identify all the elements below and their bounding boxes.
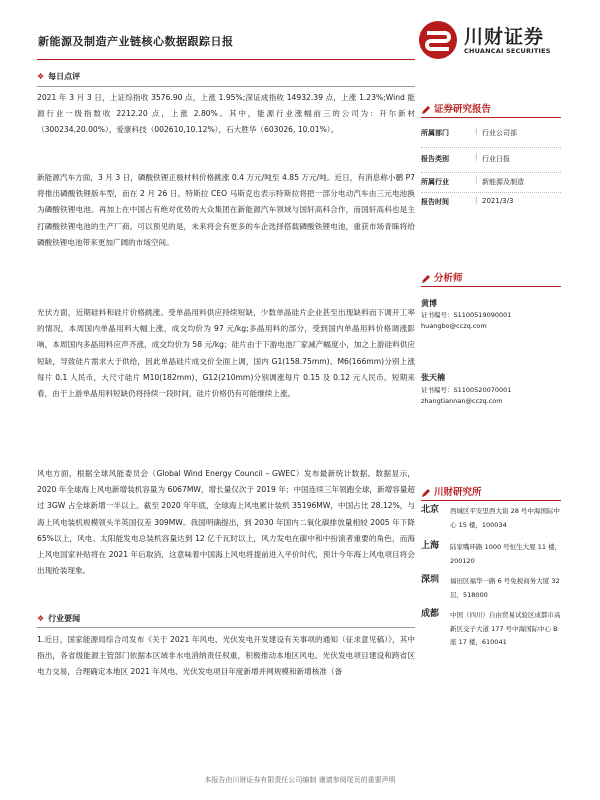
analyst-cert: 证书编号：S1100520070001 <box>421 386 512 394</box>
paragraph-solar: 光伏方面，近期硅料和硅片价格跳涨。受单晶用料供应持续短缺，少数单晶硅片企业甚至出现缺料而下调开工率的情况，本周国内单晶用料大幅上涨，成交均价为 97 元/kg;多晶用料的部分，受到国内单晶用料价格调涨影响，本周国内多晶用料应声齐涨，成交均价为 58 元/kg；硅片由于下游电池厂家减产幅度小，加之上游硅料供应短缺，导致硅片需求大于供给，因此单晶硅片成交价全面上调，国内 G1(158.75mm)、M6(166mm)分别上涨每片 0.1 人民币，大尺寸硅片 M10(182mm)、G12(210mm)分别调涨每片 0.15 及 0.12 元人民币。短期来看，由于上游单晶用料短缺仍将持续一段时间，硅片价格仍有可能继续上涨。 <box>37 308 415 399</box>
analyst-name: 黄博 <box>421 299 437 308</box>
paragraph-ev: 新能源汽车方面，3 月 3 日，磷酸铁锂正极材料价格跳涨 0.4 万元/吨至 4.85 万元/吨。近日，有消息称小鹏 P7 将推出磷酸铁锂版车型，而在 2 月 26 日，特斯拉 CEO 马斯克也表示特斯拉将把一部分电动汽车由三元电池换为磷酸铁锂电池。再加上在中国占有绝对优势的大众集团在新能源汽车领域与国轩高科合作，而国轩高科也是主打磷酸铁锂电池的生产厂商。可以预见的是，未来将会有更多的车企选择搭载磷酸铁锂电池，重获市场青睐将给磷酸铁锂电池带来更加广阔的市场空间。 <box>37 173 415 247</box>
office-address: 陆家嘴环路 1000 号恒生大厦 11 楼，200120 <box>450 543 562 565</box>
info-row-date <box>421 197 561 219</box>
info-key: 所属行业 <box>421 178 449 186</box>
analyst-name: 张天楠 <box>421 373 445 382</box>
report-info-heading <box>421 101 491 115</box>
analyst-heading-label: 分析师 <box>434 273 463 284</box>
info-value: 行业公司部 <box>482 129 517 137</box>
info-divider <box>421 147 561 148</box>
paragraph-wind: 风电方面，根据全球风能委员会（Global Wind Energy Council – GWEC）发布最新统计数据。数据显示，2020 年全球海上风电新增装机容量为 6067MW，增长量仅次于 2019 年；中国连续三年领跑全球，新增容量超过 3GW 占全球新增一半以上。截至 2020 年年底，全球海上风电累计装机 35196MW，中国占比 28.12%，与海上风电装机规模领头羊英国仅差 309MW。我国明确提出，到 2030 年国内二氧化碳排放量相较 2005 年下降 65%以上，风电、太阳能发电总装机容量达到 12 亿千瓦时以上，风力发电在碳中和中扮演者重要的角色，而海上风电国家补贴将在 2021 年后取消，这意味着中国海上风电将提前进入平价时代，预计今年海上风电项目将会出现抢装现象。 <box>37 469 415 576</box>
sidebar-divider <box>421 500 561 501</box>
section-daily-review <box>37 71 80 82</box>
sidebar-divider <box>421 117 561 118</box>
office-address: 中国（四川）自由贸易试验区成都市高新区交子大道 177 号中海国际中心 B 座 17 楼，610041 <box>450 611 561 646</box>
pen-icon <box>421 105 431 115</box>
info-divider <box>421 172 561 173</box>
logo-chinese-text: 川财证券 <box>464 26 545 48</box>
analyst-email[interactable]: huangbo@cczq.com <box>421 322 487 330</box>
info-separator: | <box>475 153 478 161</box>
paragraph-market-summary: 2021 年 3 月 3 日，上证综指收 3576.90 点，上涨 1.95%;深证成指收 14932.39 点，上涨 1.23%;Wind 能源行业一级指数收 2212.20 点，上涨 2.80%。其中，能源行业涨幅前三的公司为：开尔新材（300234,20.00%），爱康科技（002610,10.12%），石大胜华（603026, 10.01%）。 <box>37 93 415 135</box>
section-divider <box>37 86 415 87</box>
office-city: 深圳 <box>421 575 440 585</box>
info-key: 报告类别 <box>421 155 449 163</box>
office-city: 北京 <box>421 505 440 515</box>
logo-english-text: CHUANCAI SECURITIES <box>464 47 551 55</box>
report-info-heading-label: 证券研究报告 <box>434 104 492 115</box>
pen-icon <box>421 274 431 284</box>
header-divider <box>37 59 415 60</box>
diamond-bullet-icon: ❖ <box>37 614 45 623</box>
office-address: 西城区平安里西大街 28 号中海国际中心 15 楼，100034 <box>450 507 560 529</box>
info-separator: | <box>475 127 478 135</box>
institute-heading-label: 川财研究所 <box>434 487 482 498</box>
info-value: 新能源及制造 <box>482 178 524 186</box>
office-city: 成都 <box>421 609 440 619</box>
report-header-title: 新能源及制造产业链核心数据跟踪日报 <box>38 35 234 48</box>
section-divider <box>37 627 415 628</box>
info-value: 2021/3/3 <box>482 197 514 205</box>
chuancai-logo-icon <box>418 20 458 60</box>
info-row-industry <box>421 177 561 199</box>
office-city: 上海 <box>421 541 440 551</box>
page-footer: 本报告由川财证券有限责任公司编制 谨请参阅尾页的重要声明 <box>204 776 396 784</box>
company-logo <box>418 20 568 65</box>
info-key: 所属部门 <box>421 129 449 137</box>
sidebar-divider <box>421 286 561 287</box>
section-industry-news <box>37 613 80 624</box>
analyst-email[interactable]: zhangtiannan@cczq.com <box>421 397 503 405</box>
section-daily-review-label: 每日点评 <box>48 72 81 81</box>
institute-heading <box>421 484 482 498</box>
info-divider <box>421 192 561 193</box>
diamond-bullet-icon: ❖ <box>37 72 45 81</box>
info-value: 行业日报 <box>482 155 510 163</box>
info-separator: | <box>475 196 478 204</box>
analyst-heading <box>421 270 463 284</box>
paragraph-news-1: 1.近日，国家能源局综合司发布《关于 2021 年风电、光伏发电开发建设有关事项的通知（征求意见稿）》，其中指出，各省级能源主管部门依据本区域非水电消纳责任权重，积极推动本地区风电、光伏发电项目建设和跨省区电力交易，合理确定本地区 2021 年风电、光伏发电项目年度新增并网规模和新增核准（备 <box>37 635 415 677</box>
info-separator: | <box>475 176 478 184</box>
analyst-cert: 证书编号：S1100519090001 <box>421 311 512 319</box>
pen-icon <box>421 488 431 498</box>
info-key: 报告时间 <box>421 198 449 206</box>
office-address: 福田区福华一路 6 号免税商务大厦 32 层，518000 <box>450 577 560 599</box>
section-industry-news-label: 行业要闻 <box>48 614 81 623</box>
